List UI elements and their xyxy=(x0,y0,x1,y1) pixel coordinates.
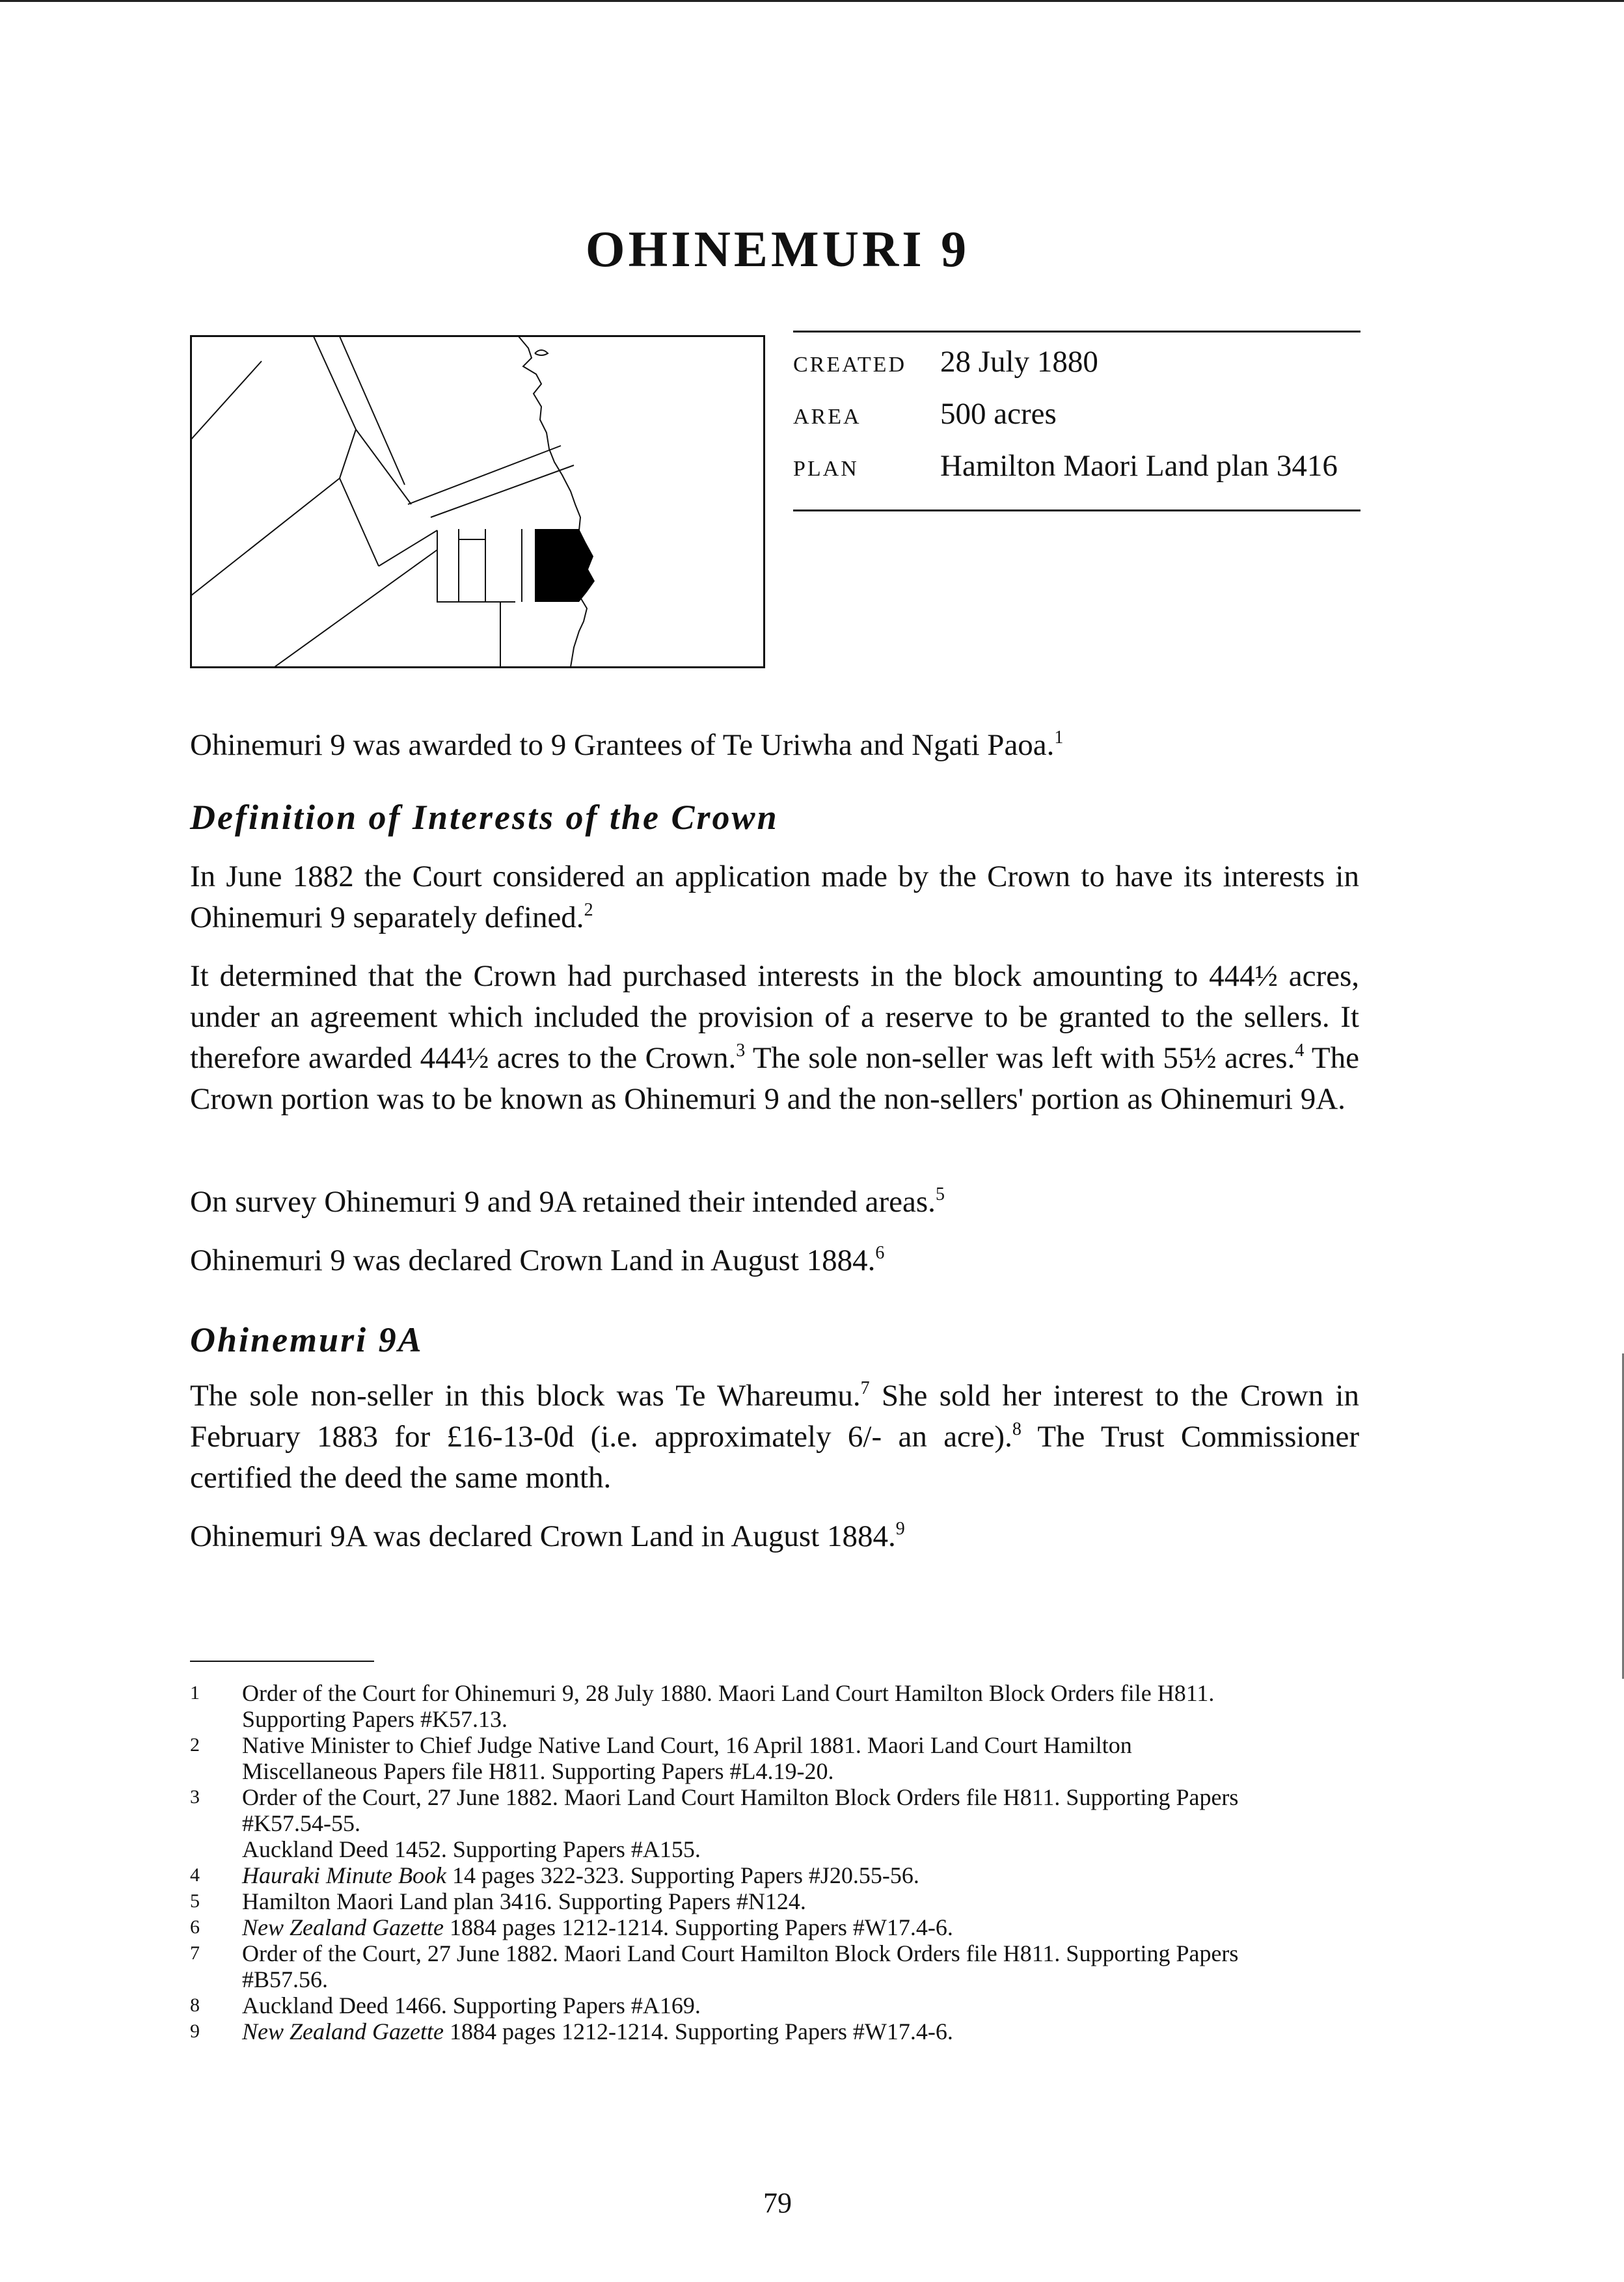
info-value: 500 acres xyxy=(940,397,1057,431)
paragraph-text: On survey Ohinemuri 9 and 9A retained their intended areas. xyxy=(190,1185,936,1219)
footnote xyxy=(190,1914,1368,1940)
footnote-line: 1884 pages 1212-1214. Supporting Papers #W17.4-6. xyxy=(443,2018,953,2044)
footnote-ref: 9 xyxy=(895,1519,905,1539)
footnote xyxy=(190,1680,1368,1732)
footnote-italic: New Zealand Gazette xyxy=(242,2018,444,2044)
footnote-line: Order of the Court, 27 June 1882. Maori Land Court Hamilton Block Orders file H811. Supporting Papers xyxy=(242,1940,1239,1966)
section-heading-ohinemuri-9a: Ohinemuri 9A xyxy=(190,1320,424,1359)
footnote-ref: 7 xyxy=(860,1378,870,1398)
info-label: PLAN xyxy=(793,457,859,481)
footnote-number: 6 xyxy=(190,1916,200,1938)
page-number: 79 xyxy=(763,2187,792,2219)
footnote-ref: 1 xyxy=(1054,727,1064,748)
footnote xyxy=(190,1940,1368,1992)
footnote xyxy=(190,1862,1368,1888)
section2-body xyxy=(190,1376,1359,1499)
footnote-italic: Hauraki Minute Book xyxy=(242,1862,446,1888)
footnote-ref: 5 xyxy=(935,1184,945,1204)
info-label: AREA xyxy=(793,405,861,429)
footnote-number: 2 xyxy=(190,1734,200,1756)
footnote-line: Auckland Deed 1452. Supporting Papers #A155. xyxy=(242,1836,701,1862)
footnote-number: 1 xyxy=(190,1682,200,1704)
footnote-number: 5 xyxy=(190,1890,200,1912)
footnote xyxy=(190,1992,1368,2018)
footnote-line: Miscellaneous Papers file H811. Supporting Papers #L4.19-20. xyxy=(242,1758,834,1784)
page-title: OHINEMURI 9 xyxy=(585,221,970,277)
paragraph-text: She sold her interest to the Crown in February 1883 for £16-13-0d (i.e. approximately 6/- an acre). xyxy=(190,1379,1359,1454)
info-label: CREATED xyxy=(793,353,906,377)
location-map xyxy=(190,335,765,668)
footnote-ref: 3 xyxy=(736,1040,746,1061)
info-row-area xyxy=(793,396,1360,448)
footnote-line: Auckland Deed 1466. Supporting Papers #A169. xyxy=(242,1992,701,2018)
info-value: 28 July 1880 xyxy=(940,345,1098,379)
page-top-rule xyxy=(0,0,1624,2)
footnote-line: Order of the Court, 27 June 1882. Maori Land Court Hamilton Block Orders file H811. Supporting Papers xyxy=(242,1784,1239,1810)
paragraph-text: It determined that the Crown had purchased interests in the block amounting to 444½ acres, under an agreement which included the provision of a reserve to be granted to the sellers. It therefore awarded 444½ acres to the Crown. xyxy=(190,959,1359,1075)
footnote-number: 3 xyxy=(190,1786,200,1808)
footnote-line: 14 pages 322-323. Supporting Papers #J20.55-56. xyxy=(446,1862,919,1888)
section1-body xyxy=(190,1240,1359,1281)
section1-body xyxy=(190,856,1359,938)
info-value: Hamilton Maori Land plan 3416 xyxy=(940,449,1338,483)
paragraph xyxy=(190,1182,1359,1223)
paragraph-text: Ohinemuri 9 was awarded to 9 Grantees of Te Uriwha and Ngati Paoa. xyxy=(190,728,1055,762)
paragraph xyxy=(190,856,1359,938)
footnote xyxy=(190,2018,1368,2044)
map-frame xyxy=(191,336,765,668)
footnote-ref: 8 xyxy=(1012,1419,1022,1439)
paragraph xyxy=(190,956,1359,1120)
location-map-drawing xyxy=(190,335,765,668)
intro-block xyxy=(190,725,1359,766)
intro-paragraph xyxy=(190,725,1359,766)
footnote-separator xyxy=(190,1661,374,1662)
paragraph-text: The Trust Commissioner certified the deed the same month. xyxy=(190,1420,1360,1495)
info-row-plan xyxy=(793,448,1360,500)
footnote-line: #K57.54-55. xyxy=(242,1810,360,1836)
footnote-number: 7 xyxy=(190,1942,200,1964)
footnotes xyxy=(190,1680,1368,2044)
paragraph-text: Ohinemuri 9 was declared Crown Land in August 1884. xyxy=(190,1243,876,1277)
footnote-ref: 4 xyxy=(1295,1040,1305,1061)
section1-body xyxy=(190,956,1359,1120)
footnote-ref: 2 xyxy=(584,900,593,920)
paragraph-text: In June 1882 the Court considered an application made by the Crown to have its interests in Ohinemuri 9 separately defined. xyxy=(190,860,1359,934)
footnote-italic: New Zealand Gazette xyxy=(242,1914,444,1940)
footnote xyxy=(190,1784,1368,1862)
section1-body xyxy=(190,1182,1359,1223)
footnote-ref: 6 xyxy=(875,1243,885,1263)
paragraph-text: Ohinemuri 9A was declared Crown Land in August 1884. xyxy=(190,1519,896,1553)
paragraph-text: The sole non-seller in this block was Te Whareumu. xyxy=(190,1379,861,1413)
paragraph-text: The Crown portion was to be known as Ohinemuri 9 and the non-sellers' portion as Ohinemuri 9A. xyxy=(190,1041,1359,1116)
paragraph xyxy=(190,1376,1359,1499)
footnote-number: 9 xyxy=(190,2020,200,2042)
footnote-line: Supporting Papers #K57.13. xyxy=(242,1706,508,1732)
paragraph xyxy=(190,1516,1359,1557)
paragraph-text: The sole non-seller was left with 55½ acres. xyxy=(745,1041,1295,1075)
block-info-table xyxy=(793,331,1360,511)
paragraph xyxy=(190,1240,1359,1281)
footnote xyxy=(190,1732,1368,1784)
footnote-number: 4 xyxy=(190,1864,200,1886)
footnote xyxy=(190,1888,1368,1914)
footnote-line: Order of the Court for Ohinemuri 9, 28 July 1880. Maori Land Court Hamilton Block Orders file H811. xyxy=(242,1680,1215,1706)
section-heading-crown-interests: Definition of Interests of the Crown xyxy=(190,798,779,837)
footnote-line: Hamilton Maori Land plan 3416. Supporting Papers #N124. xyxy=(242,1888,806,1914)
footnote-line: Native Minister to Chief Judge Native Land Court, 16 April 1881. Maori Land Court Hamilton xyxy=(242,1732,1132,1758)
info-row-created xyxy=(793,344,1360,396)
section2-body xyxy=(190,1516,1359,1557)
footnote-number: 8 xyxy=(190,1994,200,2016)
footnote-line: 1884 pages 1212-1214. Supporting Papers #W17.4-6. xyxy=(443,1914,953,1940)
footnote-line: #B57.56. xyxy=(242,1966,329,1992)
